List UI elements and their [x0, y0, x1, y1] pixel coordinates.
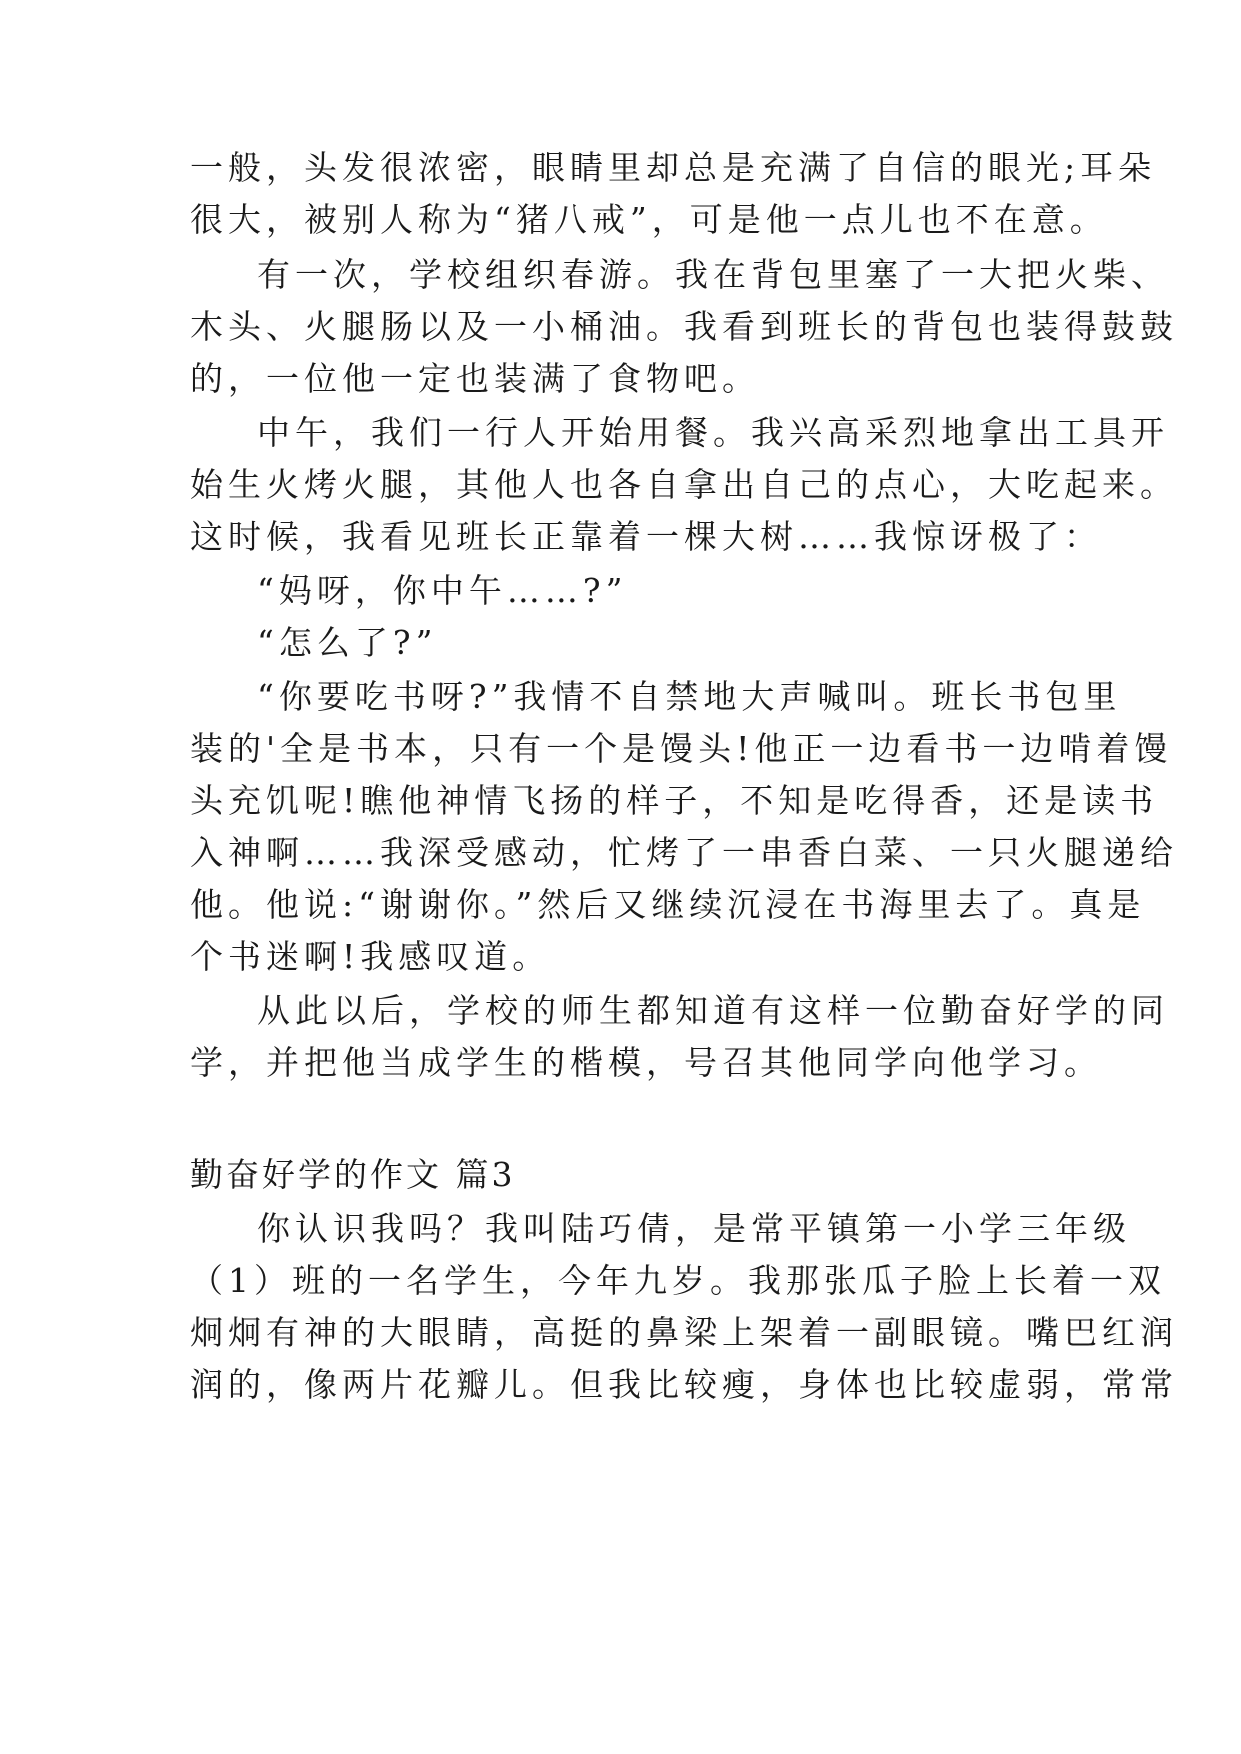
text-line: 学，并把他当成学生的楷模，号召其他同学向他学习。 [190, 1043, 1102, 1082]
text-line: 很大，被别人称为“猪八戒”，可是他一点儿也不在意。 [190, 200, 1108, 239]
text-line: 润的，像两片花瓣儿。但我比较瘦，身体也比较虚弱，常常 [190, 1365, 1178, 1404]
text-line: 炯炯有神的大眼睛，高挺的鼻梁上架着一副眼镜。嘴巴红润 [190, 1313, 1178, 1352]
section-heading: 勤奋好学的作文 篇3 [190, 1155, 516, 1194]
paragraph-first-line: “你要吃书呀?”我情不自禁地大声喊叫。班长书包里 [257, 677, 1122, 716]
dialogue-line: “妈呀，你中午……?” [257, 571, 628, 610]
text-line: 头充饥呢!瞧他神情飞扬的样子，不知是吃得香，还是读书 [190, 781, 1159, 820]
paragraph-first-line: 从此以后，学校的师生都知道有这样一位勤奋好学的同 [257, 991, 1169, 1030]
text-line: 始生火烤火腿，其他人也各自拿出自己的点心，大吃起来。 [190, 465, 1178, 504]
paragraph-first-line: 有一次，学校组织春游。我在背包里塞了一大把火柴、 [257, 255, 1169, 294]
text-line: 的，一位他一定也装满了食物吧。 [190, 359, 760, 398]
text-line: （1）班的一名学生，今年九岁。我那张瓜子脸上长着一双 [190, 1261, 1166, 1300]
dialogue-line: “怎么了?” [257, 623, 438, 662]
text-line: 装的'全是书本，只有一个是馒头!他正一边看书一边啃着馒 [190, 729, 1173, 768]
text-line: 他。他说:“谢谢你。”然后又继续沉浸在书海里去了。真是 [190, 885, 1146, 924]
text-line: 这时候，我看见班长正靠着一棵大树……我惊讶极了： [190, 517, 1102, 556]
paragraph-first-line: 中午，我们一行人开始用餐。我兴高采烈地拿出工具开 [257, 413, 1169, 452]
text-line: 一般，头发很浓密，眼睛里却总是充满了自信的眼光;耳朵 [190, 148, 1157, 187]
paragraph-first-line: 你认识我吗？我叫陆巧倩，是常平镇第一小学三年级 [257, 1209, 1131, 1248]
text-line: 木头、火腿肠以及一小桶油。我看到班长的背包也装得鼓鼓 [190, 307, 1178, 346]
text-line: 入神啊……我深受感动，忙烤了一串香白菜、一只火腿递给 [190, 833, 1178, 872]
text-line: 个书迷啊!我感叹道。 [190, 937, 551, 976]
